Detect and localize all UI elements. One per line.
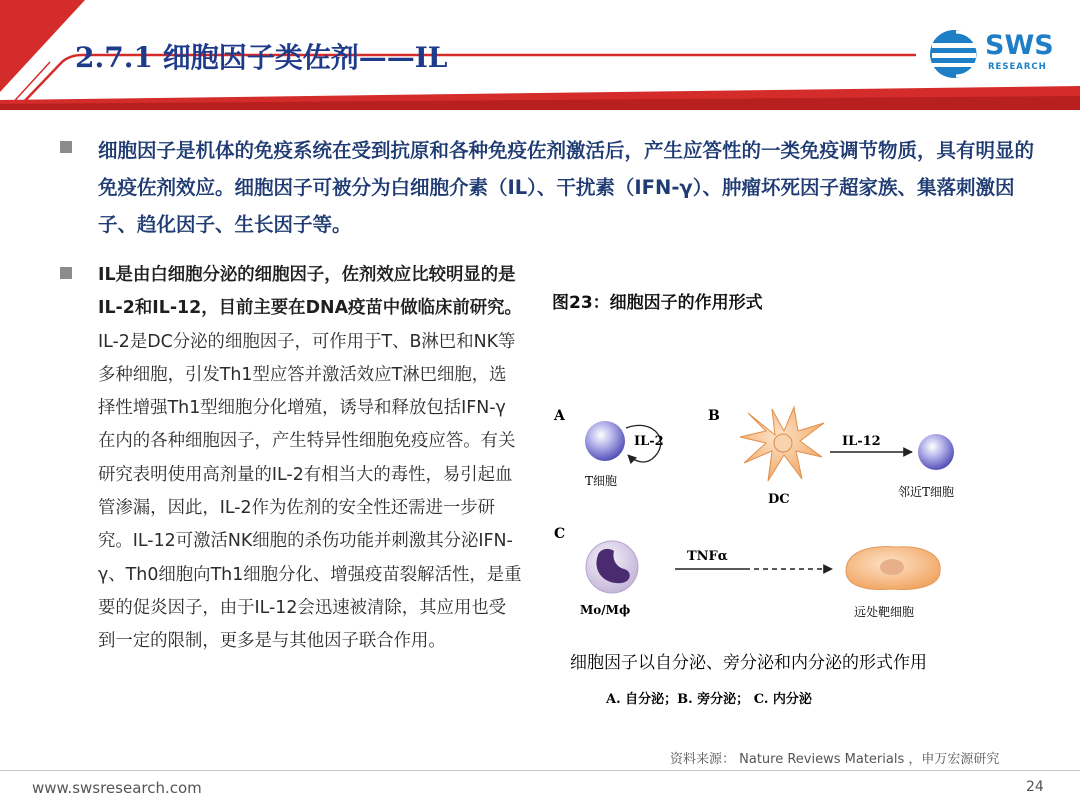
il12-label: IL-12: [842, 434, 881, 449]
page-number: 24: [1026, 779, 1044, 795]
figure-subcaption: A. 自分泌；B. 旁分泌； C. 内分泌: [606, 692, 812, 707]
t-cell-icon: [585, 421, 625, 461]
tnf-label: TNFα: [687, 549, 728, 564]
figure-title: 图23：细胞因子的作用形式: [552, 293, 763, 313]
logo-text: SWS: [985, 30, 1054, 61]
neighbor-t-cell-icon: [918, 434, 954, 470]
body-paragraph: [98, 259, 523, 659]
panel-a-label: A: [554, 408, 565, 424]
footer-url[interactable]: www.swsresearch.com: [32, 779, 202, 797]
source-note: 资料来源： Nature Reviews Materials ，申万宏源研究: [670, 752, 1000, 767]
dendritic-cell-icon: [740, 407, 824, 481]
panel-c-label: C: [554, 526, 566, 542]
logo-subtext: RESEARCH: [988, 62, 1047, 72]
macrophage-icon: [586, 541, 638, 593]
body-bold-text: IL是由白细胞分泌的细胞因子，佐剂效应比较明显的是IL-2和IL-12，目前主要在DNA疫苗中做临床前研究。: [98, 265, 522, 319]
il2-label: IL-2: [634, 434, 664, 449]
t-cell-label: T细胞: [585, 474, 618, 488]
distant-target-cell-icon: [846, 547, 940, 590]
cytokine-diagram: [540, 395, 1060, 725]
footer-divider: [0, 770, 1080, 771]
neighbor-t-label: 邻近T细胞: [898, 485, 955, 499]
dc-label: DC: [768, 492, 790, 507]
bullet-icon: [60, 141, 72, 153]
mo-label: Mo/Mϕ: [580, 603, 631, 617]
panel-b-label: B: [708, 408, 720, 424]
bullet-icon: [60, 267, 72, 279]
figure-caption: 细胞因子以自分泌、旁分泌和内分泌的形式作用: [570, 653, 927, 673]
intro-paragraph: 细胞因子是机体的免疫系统在受到抗原和各种免疫佐剂激活后，产生应答性的一类免疫调节物质，具有明显的免疫佐剂效应。细胞因子可被分为白细胞介素（IL）、干扰素（IFN-γ）、肿瘤坏死因子超家族、集落刺激因子、趋化因子、生长因子等。: [98, 139, 1035, 236]
distant-target-label: 远处靶细胞: [854, 605, 915, 619]
body-normal-text: IL-2是DC分泌的细胞因子，可作用于T、B淋巴和NK等多种细胞，引发Th1型应答并激活效应T淋巴细胞，选择性增强Th1型细胞分化增殖，诱导和释放包括IFN-γ在内的各种细胞因子，产生特异性细胞免疫应答。有关研究表明使用高剂量的IL-2有相当大的毒性，易引起血管渗漏，因此，IL-2作为佐剂的安全性还需进一步研究。IL-12可激活NK细胞的杀伤功能并刺激其分泌IFN-γ、Th0细胞向Th1细胞分化、增强疫苗裂解活性，是重要的促炎因子，由于IL-12会迅速被清除，其应用也受到一定的限制，更多是与其他因子联合作用。: [98, 331, 522, 652]
red-corner-accent: [0, 0, 85, 92]
slide-title: 2.7.1 细胞因子类佐剂——IL: [75, 41, 448, 74]
